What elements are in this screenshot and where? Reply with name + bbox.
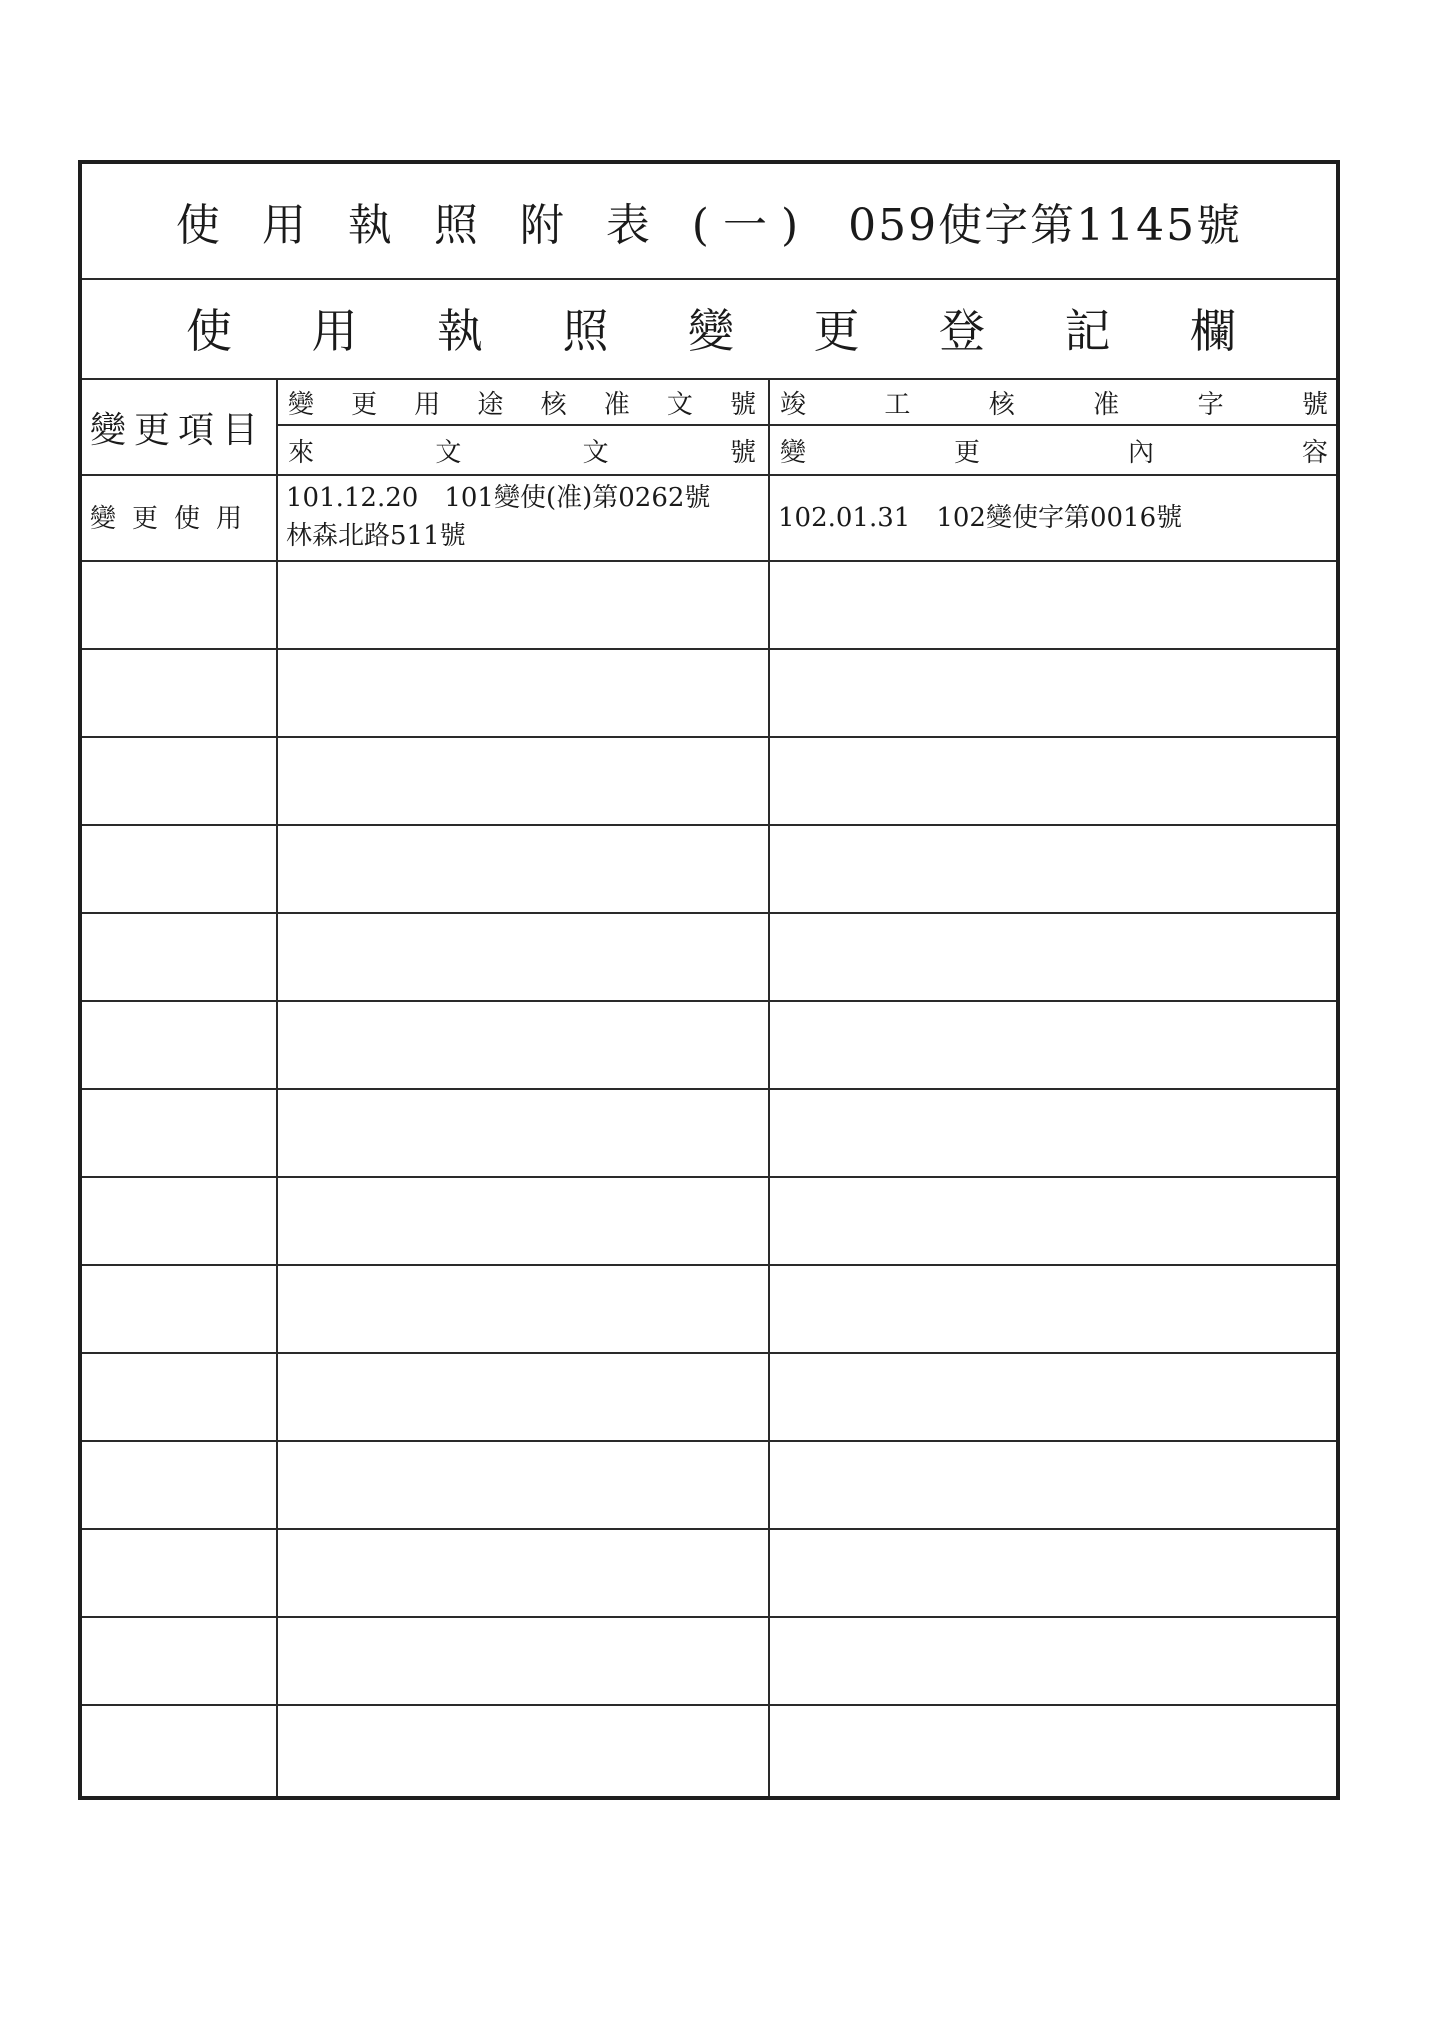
section-heading-char: 用: [311, 304, 358, 358]
section-heading-char: 登: [939, 304, 985, 358]
header-char: 字: [1197, 390, 1224, 420]
section-heading-char: 更: [813, 304, 860, 358]
entry-incoming: 林森北路511號: [286, 521, 466, 551]
row-line: [82, 824, 1336, 826]
section-heading: [82, 295, 1336, 361]
header-char: 核: [540, 390, 567, 420]
header-char: 核: [988, 390, 1015, 420]
entry-item: 變更使用: [90, 504, 259, 534]
column-divider: [276, 378, 278, 1796]
row-line: [82, 1528, 1336, 1530]
row-line: [82, 1440, 1336, 1442]
title-row: [82, 164, 1336, 280]
header-bottom-line: [82, 474, 1336, 476]
header-char: 用: [414, 390, 441, 420]
row-line: [82, 1704, 1336, 1706]
header-char: 內: [1127, 438, 1154, 468]
header-char: 號: [729, 438, 756, 468]
header-char: 變: [288, 390, 315, 420]
row-line: [82, 648, 1336, 650]
header-char: 竣: [780, 390, 807, 420]
entry-completion: 102.01.31 102變使字第0016號: [778, 503, 1183, 533]
item-column-header: 變更項目: [90, 410, 267, 451]
section-heading-char: 使: [186, 304, 232, 358]
row-line: [82, 1176, 1336, 1178]
content-column-header: [780, 432, 1328, 469]
header-char: 號: [1301, 390, 1328, 420]
entry-approval: 101.12.20 101變使(准)第0262號: [286, 483, 711, 513]
row-line: [82, 1616, 1336, 1618]
header-char: 號: [729, 390, 756, 420]
approval-column-header: [288, 384, 756, 421]
header-char: 文: [582, 438, 609, 468]
header-char: 更: [953, 438, 980, 468]
section-heading-char: 執: [437, 304, 483, 358]
section-heading-row: [82, 278, 1336, 380]
header-char: 途: [477, 390, 504, 420]
section-heading-char: 照: [562, 304, 609, 358]
header-char: 文: [435, 438, 462, 468]
usage-license-table: [78, 160, 1340, 1800]
form-title: 使 用 執 照 附 表 (一): [175, 200, 813, 251]
header-char: 准: [603, 390, 630, 420]
license-number: 059使字第1145號: [848, 200, 1243, 251]
section-heading-char: 欄: [1190, 304, 1236, 358]
row-line: [82, 1352, 1336, 1354]
header-subdivider: [276, 424, 1336, 426]
section-heading-char: 記: [1064, 304, 1111, 358]
header-char: 准: [1093, 390, 1120, 420]
row-line: [82, 1000, 1336, 1002]
column-divider: [768, 378, 770, 1796]
row-line: [82, 1088, 1336, 1090]
incoming-column-header: [288, 432, 756, 469]
section-heading-char: 變: [688, 304, 734, 358]
header-char: 工: [884, 390, 911, 420]
header-char: 變: [780, 438, 807, 468]
completion-column-header: [780, 384, 1328, 421]
row-line: [82, 912, 1336, 914]
record-grid: [82, 378, 1336, 1796]
row-line: [82, 1264, 1336, 1266]
header-char: 更: [351, 390, 378, 420]
row-line: [82, 736, 1336, 738]
header-char: 來: [288, 438, 315, 468]
header-char: 文: [666, 390, 693, 420]
row-line: [82, 560, 1336, 562]
header-char: 容: [1301, 438, 1328, 468]
